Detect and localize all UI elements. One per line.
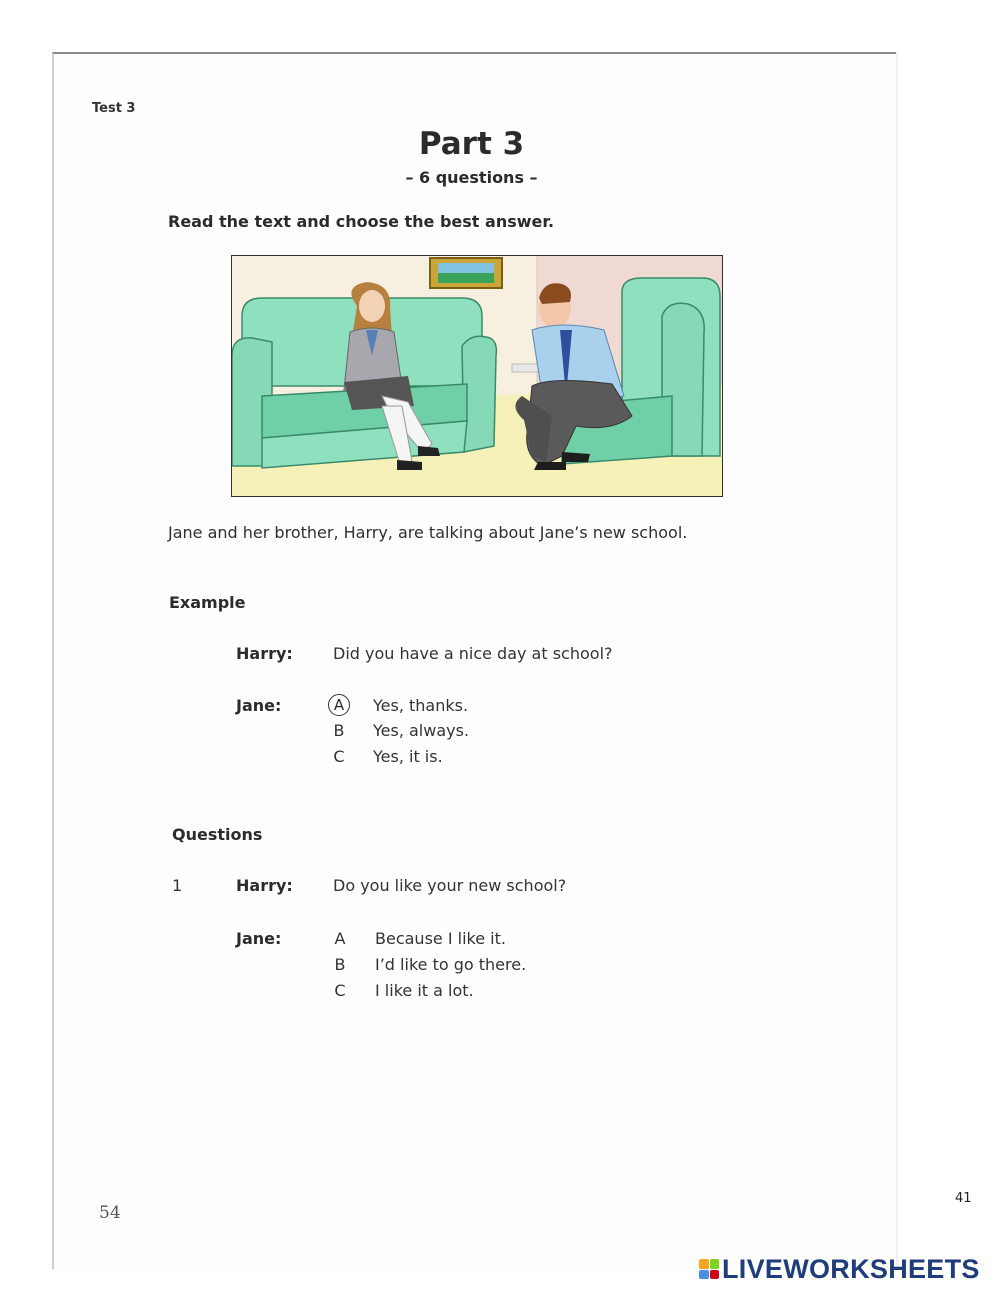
- question-option-b-text[interactable]: I’d like to go there.: [375, 955, 527, 974]
- sheet-count: 41: [955, 1191, 972, 1206]
- question-option-a-letter[interactable]: A: [334, 929, 346, 948]
- example-option-c-letter[interactable]: C: [333, 747, 345, 766]
- example-option-b-letter[interactable]: B: [333, 721, 345, 740]
- instruction: Read the text and choose the best answer.: [168, 212, 555, 231]
- question-option-c-letter[interactable]: C: [334, 981, 346, 1000]
- example-option-c-text[interactable]: Yes, it is.: [373, 747, 443, 766]
- page-number: 54: [99, 1203, 121, 1223]
- question-option-b-letter[interactable]: B: [334, 955, 346, 974]
- question-option-a-text[interactable]: Because I like it.: [375, 929, 506, 948]
- liveworksheets-brand[interactable]: [699, 1253, 980, 1285]
- running-head: Test 3: [92, 101, 136, 116]
- example-option-b-text[interactable]: Yes, always.: [373, 721, 470, 740]
- part-title: [0, 126, 1000, 162]
- example-speaker-jane: Jane:: [236, 696, 282, 715]
- illustration-drawing: [232, 256, 722, 496]
- conversation-illustration: [231, 255, 723, 497]
- liveworksheets-logo-icon: [699, 1259, 719, 1279]
- part-subtitle-text: – 6 questions –: [405, 168, 538, 187]
- example-option-a-letter-selected[interactable]: A: [328, 694, 350, 716]
- question-number: 1: [172, 876, 183, 895]
- question-speaker-jane: Jane:: [236, 929, 282, 948]
- questions-heading: Questions: [172, 825, 263, 844]
- question-speaker-harry: Harry:: [236, 876, 293, 895]
- example-heading: Example: [169, 593, 246, 612]
- brand-name: LIVEWORKSHEETS: [722, 1253, 980, 1284]
- intro-text: Jane and her brother, Harry, are talking about Jane’s new school.: [168, 523, 688, 542]
- example-option-a-text[interactable]: Yes, thanks.: [373, 696, 469, 715]
- question-option-c-text[interactable]: I like it a lot.: [375, 981, 474, 1000]
- part-title-text: Part 3: [418, 126, 525, 162]
- example-speaker-harry: Harry:: [236, 644, 293, 663]
- example-prompt: Did you have a nice day at school?: [333, 644, 613, 663]
- part-subtitle: [0, 168, 1000, 187]
- question-prompt: Do you like your new school?: [333, 876, 567, 895]
